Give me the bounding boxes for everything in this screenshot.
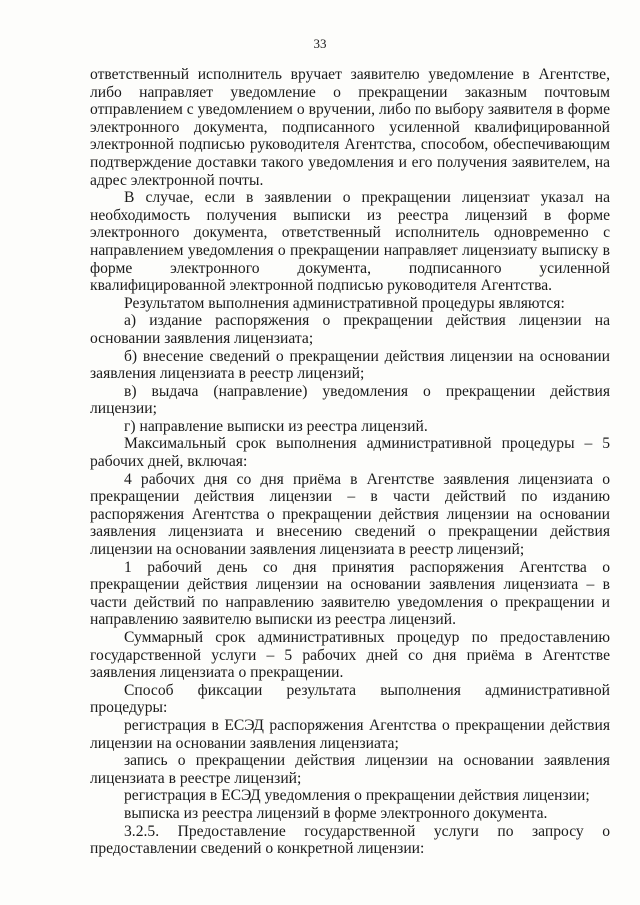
paragraph-one-day: 1 рабочий день со дня принятия распоряжения Агентства о прекращении действия лицензии на основании заявления лицензиата – в части действий по направлению заявителю уведомления о прекращении и направлению заявителю выписки из реестра лицензий. bbox=[90, 558, 610, 629]
paragraph-extract-request: В случае, если в заявлении о прекращении лицензиат указал на необходимость получения выписки из реестра лицензий в форме электронного документа, ответственный исполнитель одновременно с направлением уведомления о прекращении направляет лицензиату выписку в форме электронного документа, подписанного усиленной квалифицированной электронной подписью руководителя Агентства. bbox=[90, 189, 610, 295]
paragraph-four-days: 4 рабочих дня со дня приёма в Агентстве заявления лицензиата о прекращении действия лицензии – в части действий по изданию распоряжения Агентства о прекращении действия лицензии на основании заявления лицензиата и внесению сведений о прекращении действия лицензии на основании заявления лицензиата в реестр лицензий; bbox=[90, 470, 610, 559]
fixation-item-notice-registration: регистрация в ЕСЭД уведомления о прекращении действия лицензии; bbox=[124, 787, 590, 805]
paragraph-results-intro: Результатом выполнения административной процедуры являются: bbox=[124, 294, 565, 312]
paragraph-continuation: ответственный исполнитель вручает заявителю уведомление в Агентстве, либо направляет уведомление о прекращении заказным почтовым отправлением с уведомлением о вручении, либо по выбору заявителя в форме электронного документа, подписанного усиленной квалифицированной электронной подписью руководителя Агентства, способом, обеспечивающим подтверждение доставки такого уведомления и его получения заявителем, на адрес электронной почты. bbox=[90, 66, 610, 189]
result-item-c: в) выдача (направление) уведомления о прекращении действия лицензии; bbox=[90, 382, 610, 418]
result-item-d: г) направление выписки из реестра лицензий. bbox=[124, 417, 428, 435]
fixation-item-order-registration: регистрация в ЕСЭД распоряжения Агентства о прекращении действия лицензии на основании заявления лицензиата; bbox=[90, 716, 610, 752]
section-heading-3-2-5: 3.2.5. Предоставление государственной услуги по запросу о предоставлении сведений о конкретной лицензии: bbox=[90, 822, 610, 858]
fixation-item-registry-extract: выписка из реестра лицензий в форме электронного документа. bbox=[124, 804, 548, 822]
fixation-item-registry-record: запись о прекращении действия лицензии на основании заявления лицензиата в реестре лицензий; bbox=[90, 752, 610, 787]
document-body bbox=[90, 66, 610, 858]
page-number: 33 bbox=[313, 36, 327, 51]
paragraph-max-term: Максимальный срок выполнения административной процедуры – 5 рабочих дней, включая: bbox=[90, 435, 610, 471]
paragraph-total-term: Суммарный срок административных процедур по предоставлению государственной услуги – 5 рабочих дней со дня приёма в Агентстве заявления лицензиата о прекращении. bbox=[90, 629, 610, 682]
paragraph-fixation-method: Способ фиксации результата выполнения административной процедуры: bbox=[90, 681, 610, 717]
result-item-a: а) издание распоряжения о прекращении действия лицензии на основании заявления лицензиата; bbox=[90, 312, 610, 347]
result-item-b: б) внесение сведений о прекращении действия лицензии на основании заявления лицензиата в реестр лицензий; bbox=[90, 347, 610, 383]
